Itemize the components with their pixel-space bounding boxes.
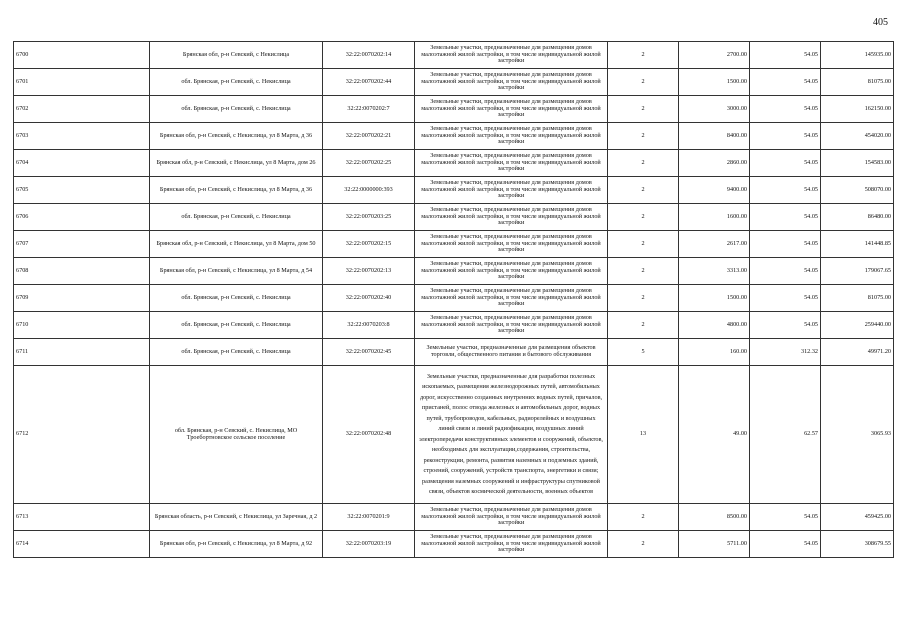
address-cell: обл. Брянская, р-н Севский, с. Некислица <box>150 204 323 231</box>
category-cell: 2 <box>608 531 679 558</box>
row-number: 6707 <box>14 231 150 258</box>
cadastral-value-cell: 179067.65 <box>821 258 894 285</box>
specific-value-cell: 54.05 <box>750 42 821 69</box>
specific-value-cell: 54.05 <box>750 150 821 177</box>
table-row <box>14 339 894 366</box>
specific-value-cell: 62.57 <box>750 366 821 504</box>
address-cell: Брянская обл, р-н Севский, с Некислица, ул 8 Марта, д 92 <box>150 531 323 558</box>
cadastral-number-cell: 32:22:0000000:393 <box>323 177 415 204</box>
row-number: 6711 <box>14 339 150 366</box>
cadastral-value-cell: 141448.85 <box>821 231 894 258</box>
cadastral-value-cell: 145935.00 <box>821 42 894 69</box>
area-cell: 5711.00 <box>679 531 750 558</box>
cadastral-value-cell: 81075.00 <box>821 69 894 96</box>
area-cell: 3000.00 <box>679 96 750 123</box>
cadastral-value-cell: 81075.00 <box>821 285 894 312</box>
table-row <box>14 123 894 150</box>
specific-value-cell: 312.32 <box>750 339 821 366</box>
row-number: 6714 <box>14 531 150 558</box>
row-number: 6703 <box>14 123 150 150</box>
land-use-cell: Земельные участки, предназначенные для размещения домов малоэтажной жилой застройки, в том числе индивидуальной жилой застройки <box>415 531 608 558</box>
land-use-cell: Земельные участки, предназначенные для размещения объектов торговли, общественного питания и бытового обслуживания <box>415 339 608 366</box>
land-use-cell: Земельные участки, предназначенные для размещения домов малоэтажной жилой застройки, в том числе индивидуальной жилой застройки <box>415 312 608 339</box>
row-number: 6713 <box>14 504 150 531</box>
table-row <box>14 177 894 204</box>
area-cell: 2617.00 <box>679 231 750 258</box>
area-cell: 4800.00 <box>679 312 750 339</box>
specific-value-cell: 54.05 <box>750 258 821 285</box>
row-number: 6704 <box>14 150 150 177</box>
cadastral-number-cell: 32:22:0070202:21 <box>323 123 415 150</box>
table-row <box>14 312 894 339</box>
cadastral-number-cell: 32:22:0070202:44 <box>323 69 415 96</box>
area-cell: 160.00 <box>679 339 750 366</box>
cadastral-value-cell: 49971.20 <box>821 339 894 366</box>
category-cell: 2 <box>608 285 679 312</box>
table-row <box>14 366 894 504</box>
land-use-cell: Земельные участки, предназначенные для размещения домов малоэтажной жилой застройки, в том числе индивидуальной жилой застройки <box>415 504 608 531</box>
row-number: 6700 <box>14 42 150 69</box>
land-use-cell: Земельные участки, предназначенные для размещения домов малоэтажной жилой застройки, в том числе индивидуальной жилой застройки <box>415 123 608 150</box>
page-number: 405 <box>873 17 888 28</box>
table-row <box>14 204 894 231</box>
category-cell: 2 <box>608 204 679 231</box>
land-use-cell: Земельные участки, предназначенные для размещения домов малоэтажной жилой застройки, в том числе индивидуальной жилой застройки <box>415 150 608 177</box>
area-cell: 8400.00 <box>679 123 750 150</box>
address-cell: обл. Брянская, р-н Севский, с. Некислица, МО Троебортновское сельское поселение <box>150 366 323 504</box>
row-number: 6708 <box>14 258 150 285</box>
category-cell: 2 <box>608 96 679 123</box>
cadastral-number-cell: 32:22:0070202:14 <box>323 42 415 69</box>
cadastral-value-cell: 86480.00 <box>821 204 894 231</box>
cadastral-number-cell: 32:22:0070203:19 <box>323 531 415 558</box>
address-cell: Брянская обл, р-н Севский, с Некислица, ул 8 Марта, дом 26 <box>150 150 323 177</box>
category-cell: 2 <box>608 258 679 285</box>
cadastral-value-cell: 508070.00 <box>821 177 894 204</box>
table-row <box>14 69 894 96</box>
land-use-cell: Земельные участки, предназначенные для размещения домов малоэтажной жилой застройки, в том числе индивидуальной жилой застройки <box>415 177 608 204</box>
land-use-cell: Земельные участки, предназначенные для размещения домов малоэтажной жилой застройки, в том числе индивидуальной жилой застройки <box>415 96 608 123</box>
specific-value-cell: 54.05 <box>750 531 821 558</box>
address-cell: обл. Брянская, р-н Севский, с. Некислица <box>150 69 323 96</box>
category-cell: 2 <box>608 150 679 177</box>
category-cell: 2 <box>608 312 679 339</box>
row-number: 6712 <box>14 366 150 504</box>
cadastral-value-cell: 454020.00 <box>821 123 894 150</box>
area-cell: 49.00 <box>679 366 750 504</box>
category-cell: 13 <box>608 366 679 504</box>
address-cell: Брянская обл, р-н Севский, с Некислица, ул 8 Марта, д 36 <box>150 177 323 204</box>
table-body <box>14 42 894 558</box>
address-cell: Брянская обл, р-н Севский, с Некислица, ул 8 Марта, дом 50 <box>150 231 323 258</box>
category-cell: 2 <box>608 69 679 96</box>
address-cell: обл. Брянская, р-н Севский, с. Некислица <box>150 312 323 339</box>
table-row <box>14 504 894 531</box>
row-number: 6709 <box>14 285 150 312</box>
cadastral-number-cell: 32:22:0070202:25 <box>323 150 415 177</box>
cadastral-value-cell: 259440.00 <box>821 312 894 339</box>
cadastral-number-cell: 32:22:0070203:8 <box>323 312 415 339</box>
land-use-cell: Земельные участки, предназначенные для размещения домов малоэтажной жилой застройки, в том числе индивидуальной жилой застройки <box>415 258 608 285</box>
address-cell: Брянская обл, р-н Севский, с Некислица, ул 8 Марта, д 36 <box>150 123 323 150</box>
cadastral-number-cell: 32:22:0070202:48 <box>323 366 415 504</box>
row-number: 6706 <box>14 204 150 231</box>
specific-value-cell: 54.05 <box>750 504 821 531</box>
land-registry-table <box>13 41 894 558</box>
cadastral-number-cell: 32:22:0070201:9 <box>323 504 415 531</box>
address-cell: обл. Брянская, р-н Севский, с. Некислица <box>150 285 323 312</box>
cadastral-value-cell: 3065.93 <box>821 366 894 504</box>
category-cell: 2 <box>608 504 679 531</box>
row-number: 6710 <box>14 312 150 339</box>
row-number: 6702 <box>14 96 150 123</box>
cadastral-value-cell: 162150.00 <box>821 96 894 123</box>
cadastral-number-cell: 32:22:0070202:7 <box>323 96 415 123</box>
specific-value-cell: 54.05 <box>750 69 821 96</box>
land-use-cell: Земельные участки, предназначенные для размещения домов малоэтажной жилой застройки, в том числе индивидуальной жилой застройки <box>415 204 608 231</box>
cadastral-number-cell: 32:22:0070202:45 <box>323 339 415 366</box>
land-use-cell: Земельные участки, предназначенные для размещения домов малоэтажной жилой застройки, в том числе индивидуальной жилой застройки <box>415 285 608 312</box>
land-use-cell: Земельные участки, предназначенные для размещения домов малоэтажной жилой застройки, в том числе индивидуальной жилой застройки <box>415 69 608 96</box>
area-cell: 9400.00 <box>679 177 750 204</box>
address-cell: Брянская обл, р-н Севский, с Некислица, ул 8 Марта, д 54 <box>150 258 323 285</box>
area-cell: 1600.00 <box>679 204 750 231</box>
specific-value-cell: 54.05 <box>750 204 821 231</box>
land-use-cell: Земельные участки, предназначенные для разработки полезных ископаемых, размещения железнодорожных путей, автомобильных дорог, искусственно созданных внутренних водных путей, причалов, пристаней, полос отвода железных и автомобильных дорог, водных путей, трубопроводов, кабельных, радиорелейных и воздушных линий связи и линий радиофикации, воздушных линий электропередачи конструктивных элементов и сооружений, объектов, необходимых для эксплуатации,содержания, строительства, реконструкции, ремонта, развития наземных и подземных зданий, строений, сооружений, устройств транспорта, энергетики и связи; размещения наземных сооружений и инфраструктуры спутниковой связи, объектов космической деятельности, военных объектов <box>415 366 608 504</box>
area-cell: 8500.00 <box>679 504 750 531</box>
category-cell: 2 <box>608 177 679 204</box>
area-cell: 1500.00 <box>679 69 750 96</box>
address-cell: Брянская область, р-н Севский, с Некислица, ул Заречная, д 2 <box>150 504 323 531</box>
table-row <box>14 96 894 123</box>
land-use-cell: Земельные участки, предназначенные для размещения домов малоэтажной жилой застройки, в том числе индивидуальной жилой застройки <box>415 42 608 69</box>
table-row <box>14 42 894 69</box>
row-number: 6705 <box>14 177 150 204</box>
cadastral-number-cell: 32:22:0070203:25 <box>323 204 415 231</box>
table-row <box>14 231 894 258</box>
specific-value-cell: 54.05 <box>750 177 821 204</box>
table-row <box>14 531 894 558</box>
cadastral-number-cell: 32:22:0070202:15 <box>323 231 415 258</box>
table-row <box>14 258 894 285</box>
specific-value-cell: 54.05 <box>750 285 821 312</box>
category-cell: 5 <box>608 339 679 366</box>
address-cell: обл. Брянская, р-н Севский, с. Некислица <box>150 96 323 123</box>
cadastral-number-cell: 32:22:0070202:13 <box>323 258 415 285</box>
category-cell: 2 <box>608 231 679 258</box>
cadastral-value-cell: 308679.55 <box>821 531 894 558</box>
area-cell: 1500.00 <box>679 285 750 312</box>
cadastral-value-cell: 459425.00 <box>821 504 894 531</box>
row-number: 6701 <box>14 69 150 96</box>
area-cell: 2700.00 <box>679 42 750 69</box>
cadastral-value-cell: 154583.00 <box>821 150 894 177</box>
table-row <box>14 285 894 312</box>
table-row <box>14 150 894 177</box>
address-cell: Брянская обл, р-н Севский, с Некислица <box>150 42 323 69</box>
area-cell: 2860.00 <box>679 150 750 177</box>
land-use-cell: Земельные участки, предназначенные для размещения домов малоэтажной жилой застройки, в том числе индивидуальной жилой застройки <box>415 231 608 258</box>
specific-value-cell: 54.05 <box>750 96 821 123</box>
category-cell: 2 <box>608 123 679 150</box>
specific-value-cell: 54.05 <box>750 231 821 258</box>
area-cell: 3313.00 <box>679 258 750 285</box>
address-cell: обл. Брянская, р-н Севский, с. Некислица <box>150 339 323 366</box>
cadastral-number-cell: 32:22:0070202:40 <box>323 285 415 312</box>
category-cell: 2 <box>608 42 679 69</box>
specific-value-cell: 54.05 <box>750 312 821 339</box>
specific-value-cell: 54.05 <box>750 123 821 150</box>
